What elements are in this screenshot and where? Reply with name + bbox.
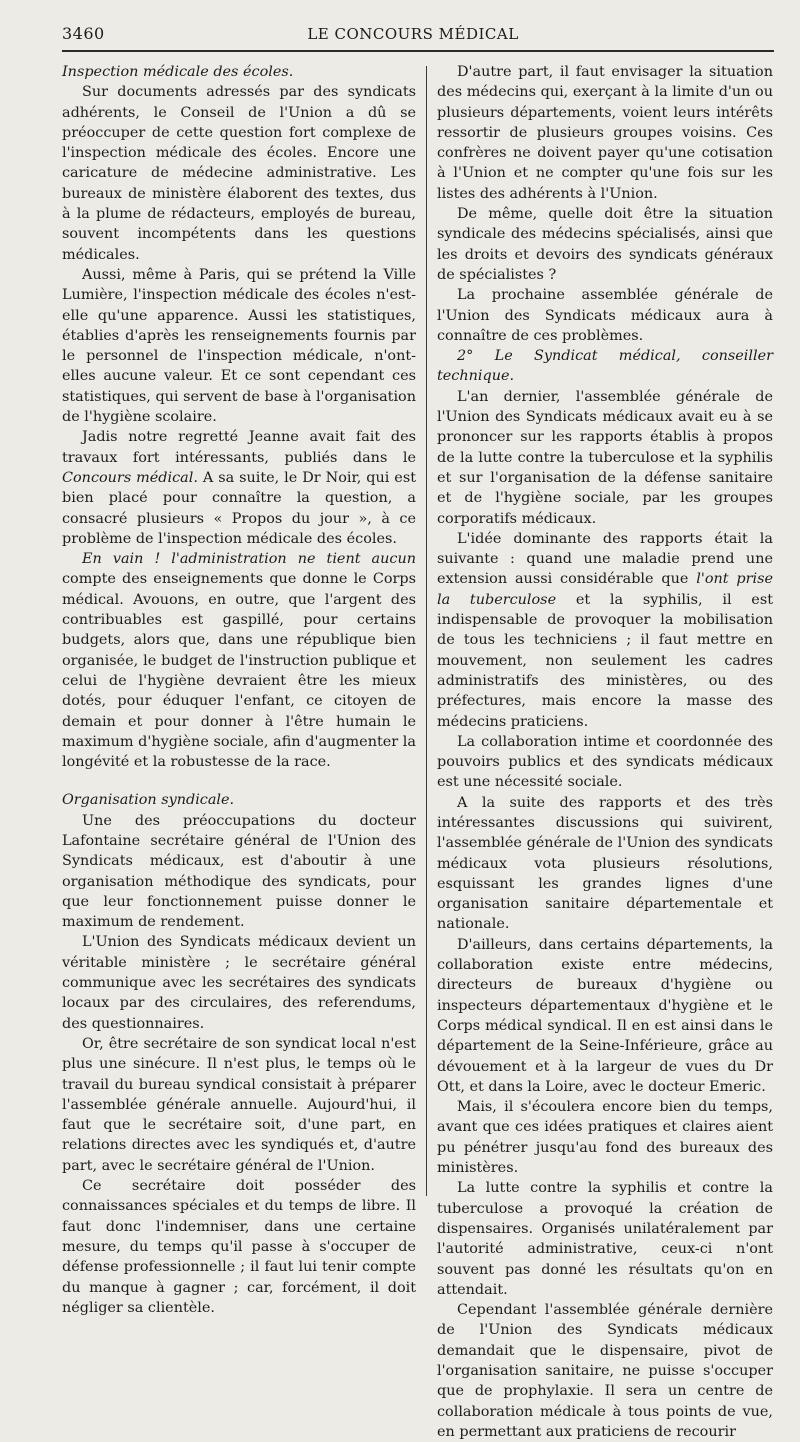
paragraph: A la suite des rapports et des très intéressantes discussions qui suivirent, l'assemblée générale de l'Union des syndicats médicaux vota plusieurs résolutions, esquissant les grandes lignes d'une organisation sanitaire départementale et nationale. [437, 794, 773, 933]
paragraph [62, 549, 416, 772]
running-title: LE CONCOURS MÉDICAL [307, 25, 519, 43]
section-heading-organisation: Organisation syndicale. [62, 792, 235, 809]
paragraph-text: A sa suite, le Dr Noir, qui est bien placé pour connaître la question, a consacré plusieurs « Propos du jour », à ce problème de l'inspection médicale des écoles. [62, 469, 416, 547]
paragraph-text: et la syphilis, il est indispensable de provoquer la mobilisation de tous les techniciens ; il faut mettre en mouvement, non seulement les cadres administratifs des ministères, ou des préfectures, mais encore la masse des médecins praticiens. [437, 591, 773, 730]
paragraph: L'an dernier, l'assemblée générale de l'Union des Syndicats médicaux avait eu à se prononcer sur les rapports établis à propos de la lutte contre la tuberculose et la syphilis et sur l'organisation de la défense sanitaire et de l'hygiène sociale, par les groupes corporatifs médicaux. [437, 388, 773, 527]
subheading-syndicat [437, 346, 773, 387]
page-header [62, 24, 774, 52]
paragraph: Cependant l'assemblée générale dernière de l'Union des Syndicats médicaux demandait que le dispensaire, pivot de l'organisation sanitaire, ne puisse s'occuper que de prophylaxie. Il sera un centre de collaboration médicale à tous points de vue, en permettant aux praticiens de recourir [437, 1302, 773, 1440]
paragraph: D'autre part, il faut envisager la situation des médecins qui, exerçant à la limite d'un ou plusieurs départements, voient leurs intérêts ressortir de plusieurs groupes voisins. Ces confrères ne doivent payer qu'une cotisation à l'Union et ne compter qu'une fois sur les listes des adhérents à l'Union. [437, 64, 773, 202]
paragraph: Sur documents adressés par des syndicats adhérents, le Conseil de l'Union a dû se préoccuper de cette question fort complexe de l'inspection médicale des écoles. Encore une caricature de médecine administrative. Les bureaux de ministère élaborent des textes, dus à la plume de rédacteurs, employés de bureau, souvent incompétents dans les questions médicales. [62, 84, 416, 263]
paragraph [62, 427, 416, 549]
paragraph: De même, quelle doit être la situation syndicale des médecins spécialisés, ainsi que les droits et devoirs des syndicats généraux de spécialistes ? [437, 206, 773, 283]
paragraph: La lutte contre la syphilis et contre la tuberculose a provoqué la création de dispensaires. Organisés unilatéralement par l'autorité administrative, ceux-ci n'ont souvent pas donné les résultats qu'on en attendait. [437, 1180, 773, 1298]
paragraph [437, 529, 773, 732]
paragraph: Mais, il s'écoulera encore bien du temps, avant que ces idées pratiques et claires aient pu pénétrer jusqu'au fond des bureaux des ministères. [437, 1099, 773, 1177]
paragraph: La collaboration intime et coordonnée des pouvoirs publics et des syndicats médicaux est une nécessité sociale. [437, 733, 773, 791]
emphasis-text: l'ont prise la tuberculose [437, 571, 773, 608]
right-column [427, 62, 773, 1442]
paragraph-text: L'idée dominante des rapports était la suivante : quand une maladie prend une extension aussi considérable que [437, 530, 773, 588]
paragraph: Ce secrétaire doit posséder des connaissances spéciales et du temps de libre. Il faut donc l'indemniser, dans une certaine mesure, du temps qu'il passe à s'occuper de défense professionnelle ; il faut lui tenir compte du manque à gagner ; car, forcément, il doit négliger sa clientèle. [62, 1178, 416, 1316]
paragraph-text: Jadis notre regretté Jeanne avait fait des travaux fort intéressants, publiés dans le [62, 429, 416, 466]
text-columns [62, 62, 774, 1442]
subheading-text: 2° Le Syndicat médical, conseiller technique. [437, 348, 773, 385]
paragraph: D'ailleurs, dans certains départements, la collaboration existe entre médecins, directeurs de bureaux d'hygiène ou inspecteurs départementaux d'hygiène et le Corps médical syndical. Il en est ainsi dans le département de la Seine-Inférieure, grâce au dévouement et à la largeur de vues du Dr Ott, et dans la Loire, avec le docteur Emeric. [437, 936, 773, 1095]
journal-title: Concours médical. [62, 469, 198, 486]
paragraph: Aussi, même à Paris, qui se prétend la Ville Lumière, l'inspection médicale des écoles n'est-elle qu'une apparence. Aussi les statistiques, établies d'après les renseignements fournis par le personnel de l'inspection médicale, n'ont-elles aucune valeur. Et ce sont cependant ces statistiques, qui servent de base à l'organisation de l'hygiène scolaire. [62, 266, 416, 426]
emphasis-text: En vain ! l'administration ne tient aucun [82, 551, 416, 568]
page-number: 3460 [62, 24, 105, 43]
paragraph: L'Union des Syndicats médicaux devient un véritable ministère ; le secrétaire général communique avec les secrétaires des syndicats locaux par des circulaires, des referendums, des questionnaires. [62, 934, 416, 1032]
paragraph: Or, être secrétaire de son syndicat local n'est plus une sinécure. Il n'est plus, le temps où le travail du bureau syndical consistait à préparer l'assemblée générale annuelle. Aujourd'hui, il faut que le secrétaire soit, d'une part, en relations directes avec les syndiqués et, d'autre part, avec le secrétaire général de l'Union. [62, 1035, 416, 1174]
paragraph: La prochaine assemblée générale de l'Union des Syndicats médicaux aura à connaître de ces problèmes. [437, 287, 773, 344]
left-column [62, 62, 426, 1442]
paragraph-text: compte des enseignements que donne le Corps médical. Avouons, en outre, que l'argent des contribuables est gaspillé, pour certains budgets, alors que, dans une république bien organisée, le budget de l'instruction publique et celui de l'hygiène devraient être les mieux dotés, pour éduquer l'enfant, ce citoyen de demain et pour donner à l'être humain le maximum d'hygiène sociale, afin d'augmenter la longévité et la robustesse de la race. [62, 571, 416, 771]
section-heading-inspection: Inspection médicale des écoles. [62, 64, 294, 80]
paragraph: Une des préoccupations du docteur Lafontaine secrétaire général de l'Union des Syndicats médicaux, est d'aboutir à une organisation méthodique des syndicats, pour que leur fonctionnement puisse donner le maximum de rendement. [62, 812, 416, 931]
